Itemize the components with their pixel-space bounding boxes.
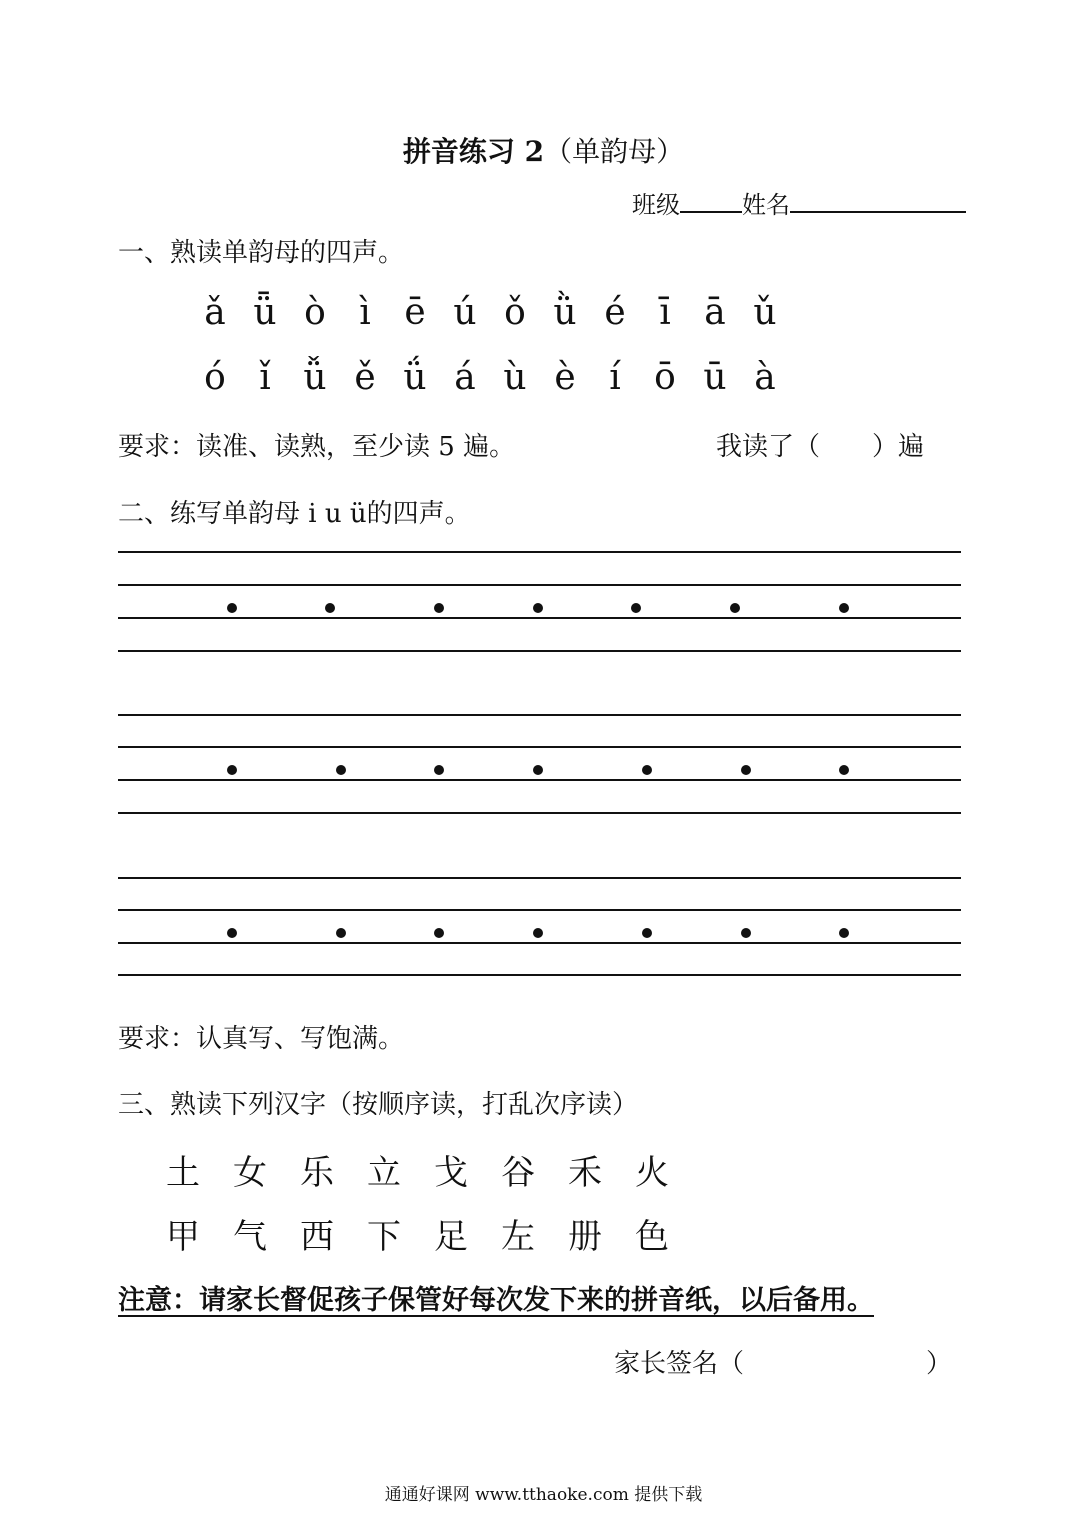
character-cell: 西 — [300, 1217, 334, 1257]
dot-marker — [336, 765, 346, 775]
pinyin-cell: ǒ — [504, 292, 526, 333]
pinyin-cell: ū — [703, 357, 727, 398]
class-blank[interactable] — [680, 189, 742, 213]
character-cell: 下 — [367, 1217, 401, 1257]
character-row-1 — [166, 1145, 702, 1194]
name-blank[interactable] — [790, 189, 966, 213]
pinyin-cell: ē — [404, 292, 426, 333]
read-count: 我读了（ ）遍 — [716, 432, 925, 462]
character-cell: 禾 — [568, 1153, 602, 1193]
pinyin-cell: ǔ — [753, 292, 777, 333]
character-cell: 色 — [635, 1217, 669, 1257]
pinyin-cell: ù — [503, 357, 527, 398]
section1-requirement: 要求：读准、读熟，至少读 5 遍。 — [118, 432, 516, 462]
character-cell: 气 — [233, 1217, 267, 1257]
pinyin-cell: ǎ — [204, 292, 226, 333]
grid-line — [118, 746, 961, 748]
dot-marker — [434, 928, 444, 938]
pinyin-cell: è — [554, 357, 576, 398]
character-cell: 土 — [166, 1153, 200, 1193]
character-cell: 谷 — [501, 1153, 535, 1193]
dot-marker — [839, 765, 849, 775]
grid-line — [118, 714, 961, 716]
dot-marker — [642, 765, 652, 775]
pinyin-row-1 — [190, 292, 790, 333]
grid-line — [118, 617, 961, 619]
pinyin-cell: ò — [304, 292, 326, 333]
dot-marker — [533, 603, 543, 613]
pinyin-cell: ǖ — [253, 292, 277, 333]
pinyin-cell: à — [754, 357, 776, 398]
dot-marker — [631, 603, 641, 613]
dot-marker — [741, 928, 751, 938]
character-cell: 册 — [568, 1217, 602, 1257]
pinyin-cell: ǐ — [259, 357, 271, 398]
parent-signature[interactable]: 家长签名（ ） — [614, 1349, 953, 1379]
pinyin-cell: ě — [354, 357, 376, 398]
class-name-line — [632, 185, 966, 220]
pinyin-cell: é — [604, 292, 626, 333]
pinyin-cell: ǜ — [553, 292, 577, 333]
section3-heading: 三、熟读下列汉字（按顺序读，打乱次序读） — [118, 1090, 639, 1120]
name-label: 姓名 — [742, 191, 790, 219]
pinyin-cell: ā — [704, 292, 726, 333]
class-label: 班级 — [632, 191, 680, 219]
character-row-2 — [166, 1209, 702, 1258]
dot-marker — [839, 603, 849, 613]
grid-line — [118, 584, 961, 586]
pinyin-cell: ǘ — [403, 357, 427, 398]
page-title — [0, 130, 1087, 170]
dot-marker — [434, 765, 444, 775]
dot-marker — [741, 765, 751, 775]
character-cell: 左 — [501, 1217, 535, 1257]
section1-heading: 一、熟读单韵母的四声。 — [118, 238, 405, 268]
pinyin-cell: ì — [359, 292, 371, 333]
dot-marker — [839, 928, 849, 938]
grid-line — [118, 909, 961, 911]
dot-marker — [325, 603, 335, 613]
dot-marker — [227, 603, 237, 613]
character-cell: 立 — [367, 1153, 401, 1193]
dot-marker — [227, 765, 237, 775]
pinyin-cell: ó — [204, 357, 226, 398]
dot-marker — [533, 928, 543, 938]
character-cell: 女 — [233, 1153, 267, 1193]
pinyin-cell: ī — [659, 292, 671, 333]
character-cell: 足 — [434, 1217, 468, 1257]
grid-line — [118, 812, 961, 814]
pinyin-cell: ú — [453, 292, 477, 333]
dot-marker — [227, 928, 237, 938]
pinyin-cell: ō — [654, 357, 676, 398]
dot-marker — [434, 603, 444, 613]
pinyin-cell: í — [609, 357, 621, 398]
character-cell: 火 — [635, 1153, 669, 1193]
footer: 通通好课网 www.tthaoke.com 提供下载 — [384, 1485, 703, 1505]
grid-line — [118, 551, 961, 553]
dot-marker — [533, 765, 543, 775]
title-subtitle: （单韵母） — [544, 135, 685, 168]
grid-line — [118, 779, 961, 781]
parent-notice: 注意：请家长督促孩子保管好每次发下来的拼音纸，以后备用。 — [118, 1285, 874, 1316]
dot-marker — [642, 928, 652, 938]
character-cell: 乐 — [300, 1153, 334, 1193]
dot-marker — [336, 928, 346, 938]
pinyin-cell: ǚ — [303, 357, 327, 398]
character-cell: 戈 — [434, 1153, 468, 1193]
title-main: 拼音练习 2 — [402, 135, 545, 168]
section2-heading: 二、练写单韵母 i u ü的四声。 — [118, 499, 471, 529]
grid-line — [118, 877, 961, 879]
dot-marker — [730, 603, 740, 613]
grid-line — [118, 650, 961, 652]
pinyin-cell: á — [454, 357, 476, 398]
grid-line — [118, 974, 961, 976]
grid-line — [118, 942, 961, 944]
character-cell: 甲 — [166, 1217, 200, 1257]
section2-requirement: 要求：认真写、写饱满。 — [118, 1024, 405, 1054]
pinyin-row-2 — [190, 357, 790, 398]
